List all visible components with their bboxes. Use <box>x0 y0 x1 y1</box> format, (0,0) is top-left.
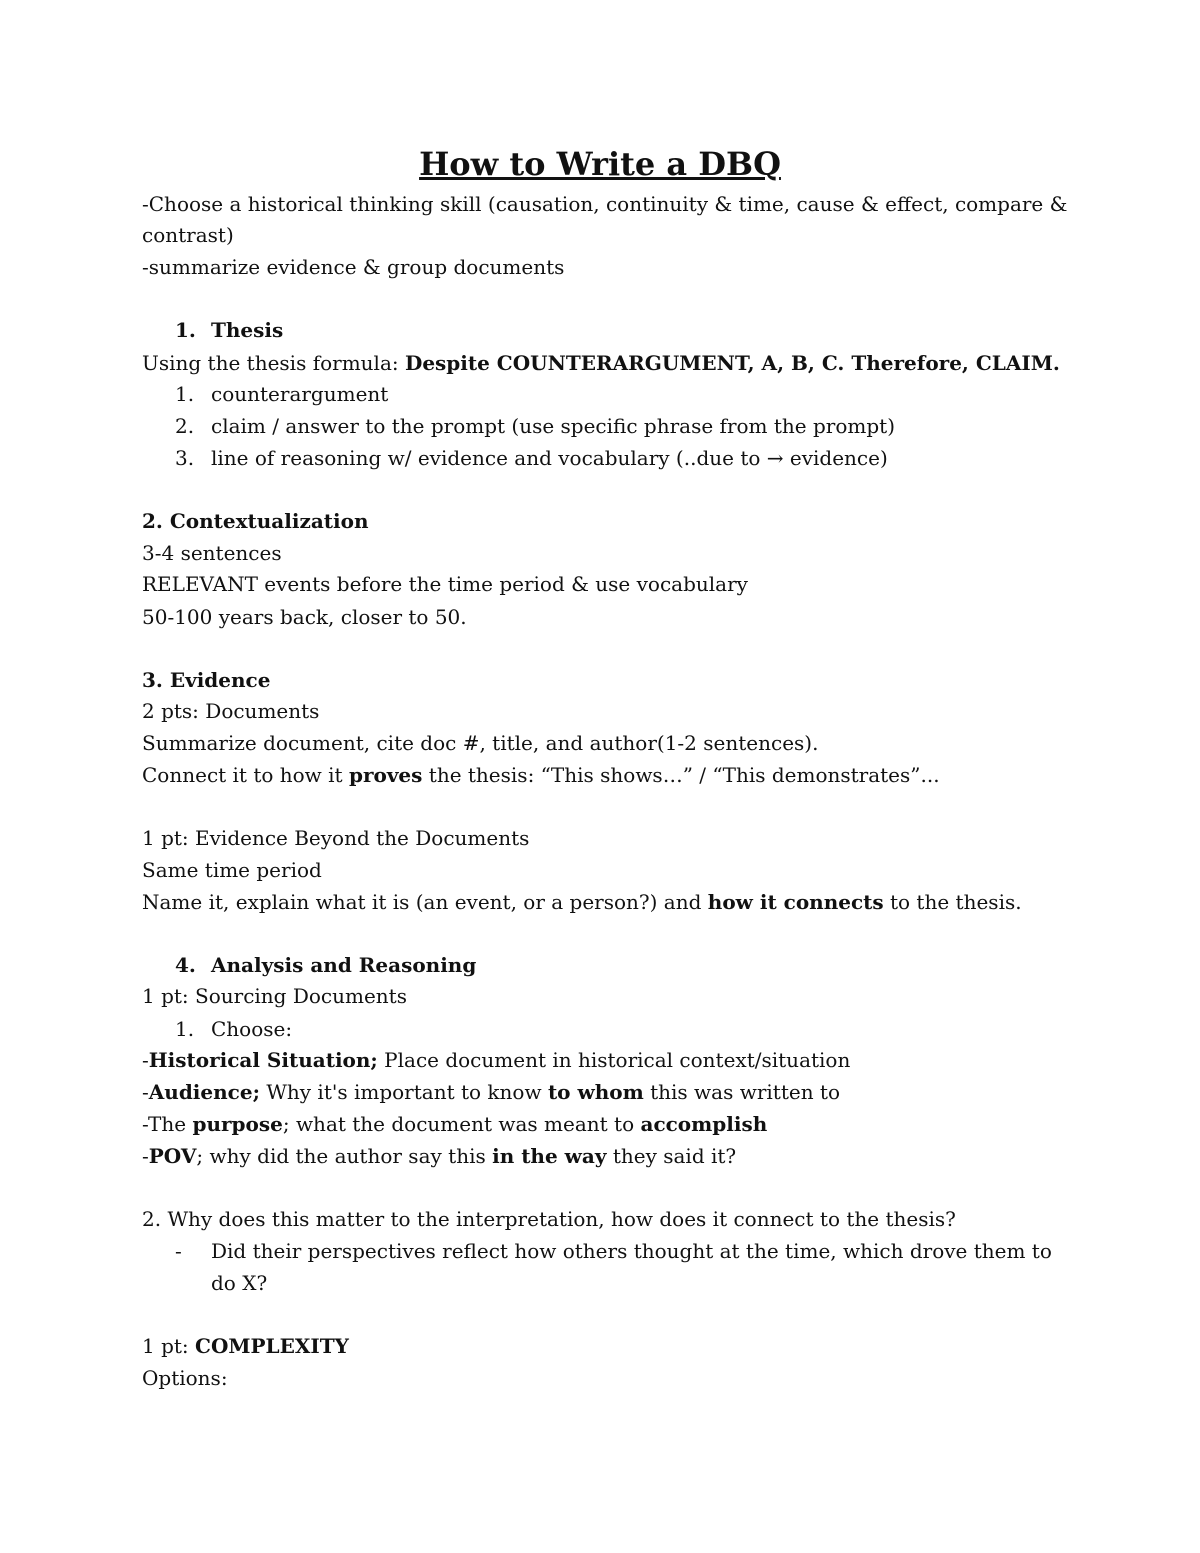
list-item-text: Choose: <box>211 1017 293 1041</box>
context-line: 3-4 sentences <box>142 541 282 565</box>
list-number: 1. <box>175 382 195 406</box>
analysis-number: 4. <box>175 953 196 977</box>
choose-item <box>175 1015 292 1043</box>
sourcing-option <box>142 1142 736 1170</box>
sourcing-option <box>142 1046 850 1074</box>
text-run: ; why did the author say this <box>196 1144 493 1168</box>
analysis-heading <box>175 951 476 979</box>
thesis-formula <box>142 349 1060 377</box>
bold-run: purpose <box>192 1112 283 1136</box>
thesis-formula-bold: Despite COUNTERARGUMENT, A, B, C. Therefore, CLAIM. <box>404 351 1060 375</box>
text-run: - <box>142 1048 149 1072</box>
dash-item <box>175 1237 1052 1265</box>
thesis-number: 1. <box>175 318 196 342</box>
bold-run: to whom <box>547 1080 644 1104</box>
list-number: 1. <box>175 1017 195 1041</box>
evidence-line <box>142 888 1022 916</box>
text-run: they said it? <box>606 1144 737 1168</box>
evidence-line: 1 pt: Evidence Beyond the Documents <box>142 826 530 850</box>
sourcing-option <box>142 1078 840 1106</box>
evidence-line: Same time period <box>142 858 322 882</box>
sourcing-option <box>142 1110 767 1138</box>
page-title: How to Write a DBQ <box>419 145 781 183</box>
text-run: - <box>142 1080 149 1104</box>
intro-line-1: -Choose a historical thinking skill (causation, continuity & time, cause & effect, compare & <box>142 192 1068 216</box>
text-run: -The <box>142 1112 193 1136</box>
complexity-options: Options: <box>142 1366 228 1390</box>
analysis-question: 2. Why does this matter to the interpretation, how does it connect to the thesis? <box>142 1207 956 1231</box>
text-run: the thesis: “This shows…” / “This demonstrates”... <box>422 763 940 787</box>
bold-run: POV <box>148 1144 197 1168</box>
text-run: Connect it to how it <box>142 763 349 787</box>
thesis-item <box>175 380 388 408</box>
evidence-heading: 3. Evidence <box>142 668 271 692</box>
bold-run: accomplish <box>640 1112 768 1136</box>
analysis-line: 1 pt: Sourcing Documents <box>142 984 407 1008</box>
text-run: to the thesis. <box>883 890 1022 914</box>
text-run: this was written to <box>643 1080 841 1104</box>
text-run: ; what the document was meant to <box>282 1112 641 1136</box>
analysis-heading-text: Analysis and Reasoning <box>211 953 477 977</box>
list-item-text: line of reasoning w/ evidence and vocabulary (..due to → evidence) <box>211 446 888 470</box>
evidence-line: 2 pts: Documents <box>142 699 320 723</box>
thesis-formula-prefix: Using the thesis formula: <box>142 351 405 375</box>
context-line: RELEVANT events before the time period & use vocabulary <box>142 572 748 596</box>
text-run: Why it's important to know <box>259 1080 548 1104</box>
list-item-text: counterargument <box>211 382 389 406</box>
intro-line-3: -summarize evidence & group documents <box>142 255 565 279</box>
text-run: Name it, explain what it is (an event, or a person?) and <box>142 890 708 914</box>
bold-run: how it connects <box>707 890 884 914</box>
bold-run: proves <box>348 763 423 787</box>
context-line: 50-100 years back, closer to 50. <box>142 605 467 629</box>
thesis-heading <box>175 316 283 344</box>
intro-line-2: contrast) <box>142 223 234 247</box>
thesis-heading-text: Thesis <box>211 318 284 342</box>
thesis-item <box>175 412 895 440</box>
thesis-item <box>175 444 888 472</box>
list-number: 3. <box>175 446 195 470</box>
list-number: 2. <box>175 414 195 438</box>
bold-run: Historical Situation; <box>148 1048 378 1072</box>
text-run: Place document in historical context/situation <box>377 1048 851 1072</box>
text-run: 1 pt: <box>142 1334 196 1358</box>
list-item-text: Did their perspectives reflect how others thought at the time, which drove them to <box>211 1239 1052 1263</box>
dash-bullet: - <box>175 1239 182 1263</box>
bold-run: COMPLEXITY <box>195 1334 349 1358</box>
evidence-line <box>142 761 940 789</box>
text-run: - <box>142 1144 149 1168</box>
dash-item-continuation: do X? <box>211 1271 268 1295</box>
bold-run: in the way <box>492 1144 607 1168</box>
complexity-line <box>142 1332 349 1360</box>
bold-run: Audience; <box>148 1080 260 1104</box>
contextualization-heading: 2. Contextualization <box>142 509 369 533</box>
evidence-line: Summarize document, cite doc #, title, and author(1-2 sentences). <box>142 731 819 755</box>
list-item-text: claim / answer to the prompt (use specific phrase from the prompt) <box>211 414 896 438</box>
